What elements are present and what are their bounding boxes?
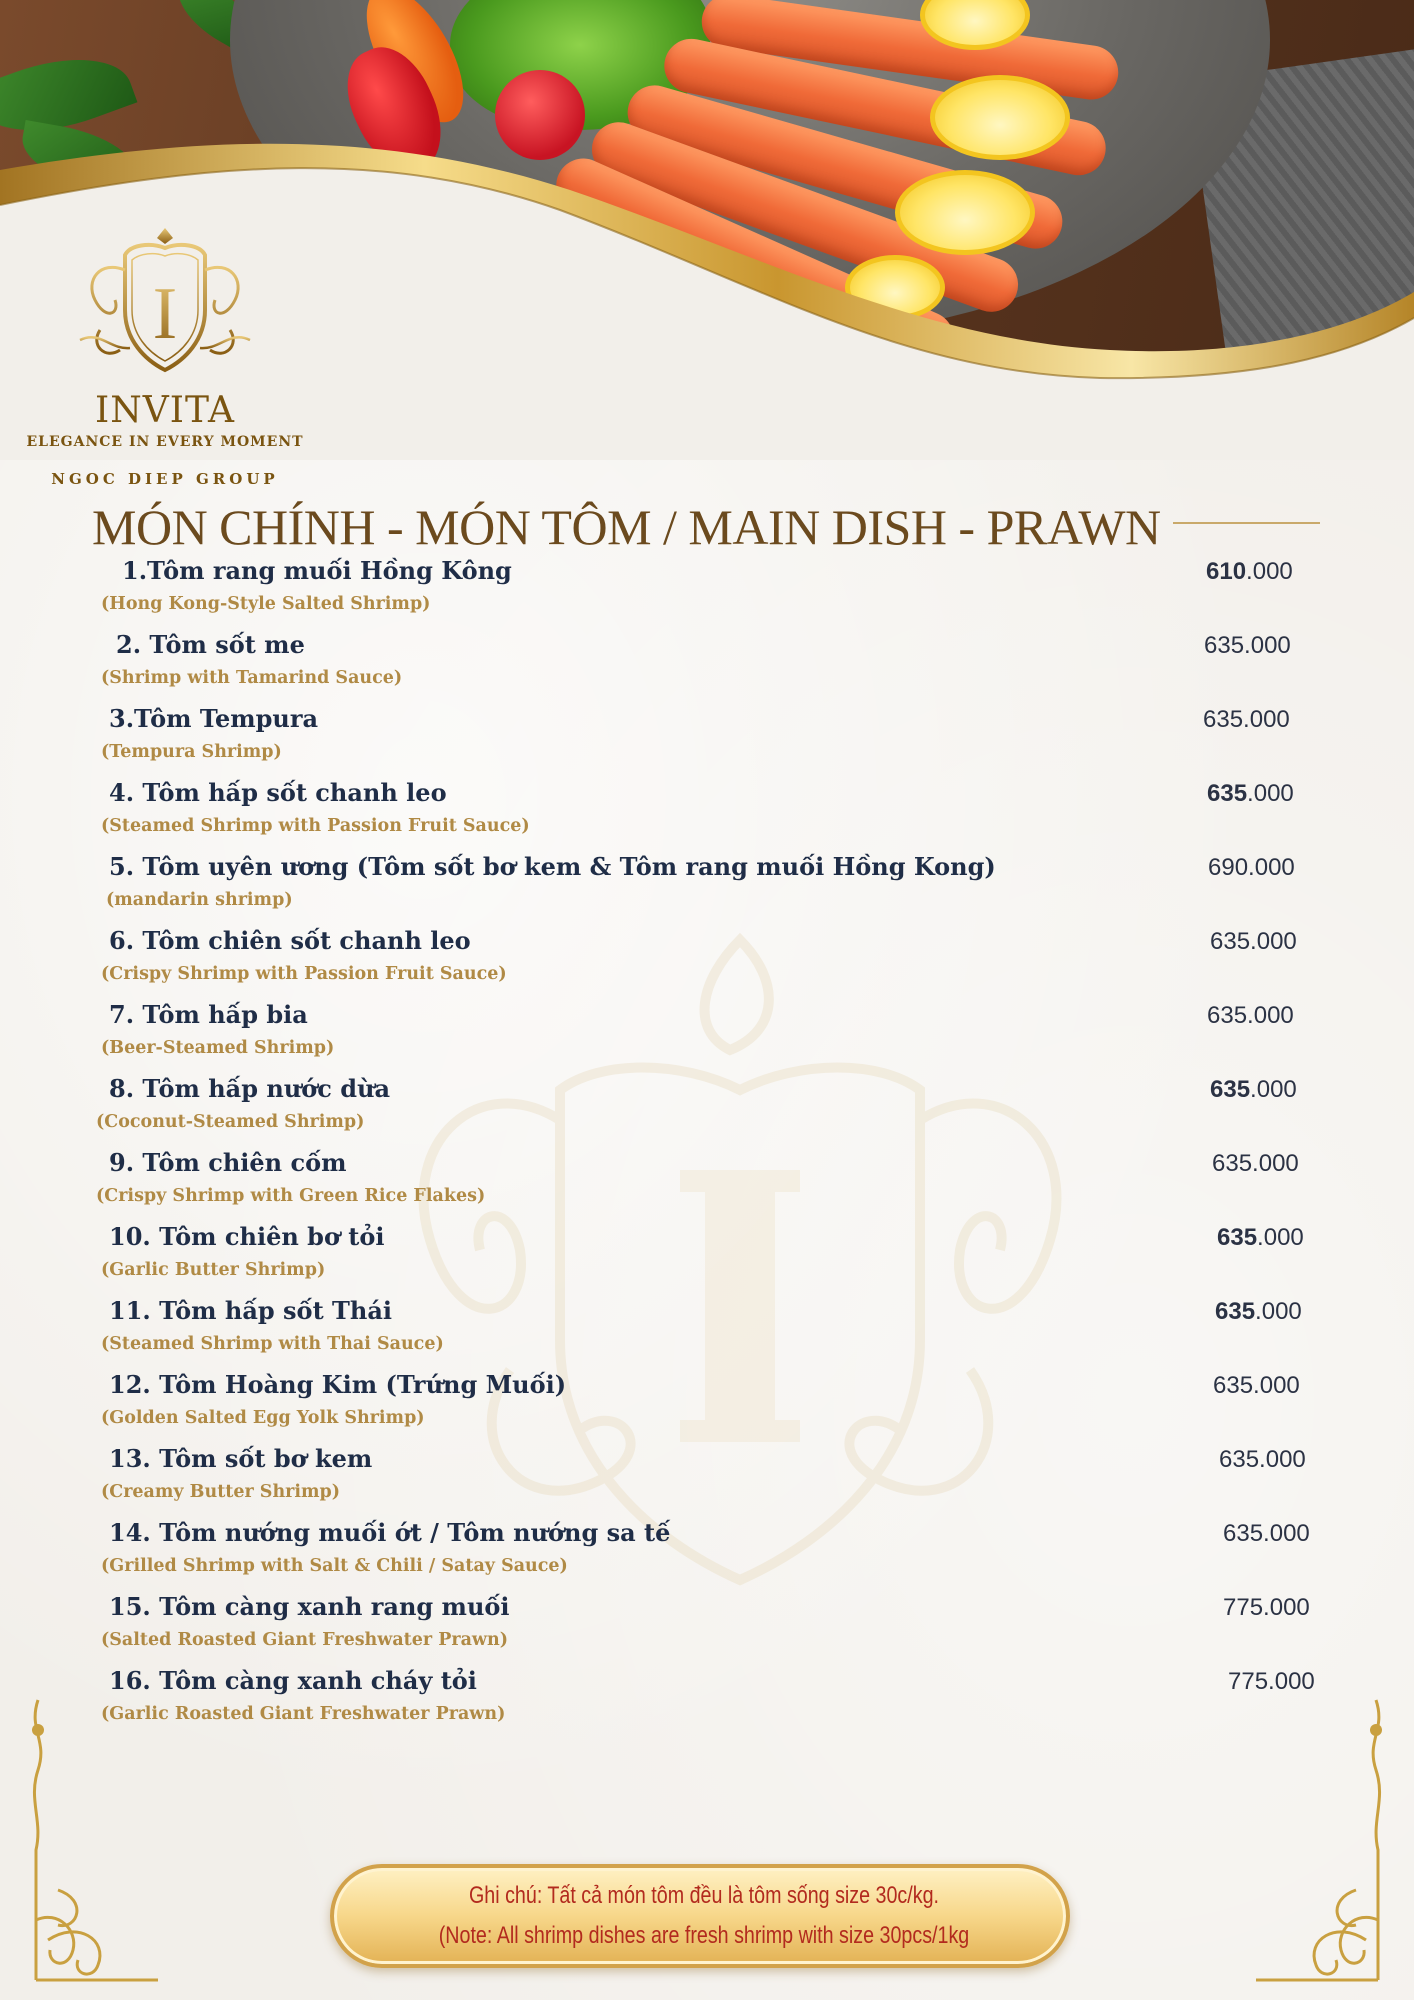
menu-item <box>0 1000 1414 1074</box>
menu-item-name: 10. Tôm chiên bơ tỏi <box>109 1222 385 1251</box>
menu-item-name: 4. Tôm hấp sốt chanh leo <box>109 778 447 807</box>
brand-tagline: ELEGANCE IN EVERY MOMENT <box>26 434 304 450</box>
menu-item <box>0 630 1414 704</box>
menu-item <box>0 926 1414 1000</box>
menu-item-subtitle: (Steamed Shrimp with Thai Sauce) <box>101 1334 444 1354</box>
menu-item-price: 635.000 <box>1210 928 1297 955</box>
menu-item-name: 1.Tôm rang muối Hồng Kông <box>122 556 512 585</box>
note-box <box>330 1864 1070 1968</box>
menu-item-subtitle: (mandarin shrimp) <box>106 890 293 910</box>
menu-item-subtitle: (Hong Kong-Style Salted Shrimp) <box>101 594 431 614</box>
menu-item <box>0 1074 1414 1148</box>
menu-item-name: 11. Tôm hấp sốt Thái <box>109 1296 392 1325</box>
menu-item-name: 15. Tôm càng xanh rang muối <box>109 1592 510 1621</box>
menu-item-price: 635.000 <box>1204 632 1291 659</box>
menu-item-subtitle: (Coconut-Steamed Shrimp) <box>96 1112 365 1132</box>
menu-item-price: 635.000 <box>1219 1446 1306 1473</box>
menu-item-price: 775.000 <box>1228 1668 1315 1695</box>
menu-item-subtitle: (Shrimp with Tamarind Sauce) <box>101 668 403 688</box>
menu-item-price: 610.000 <box>1206 558 1293 585</box>
menu-item-name: 14. Tôm nướng muối ớt / Tôm nướng sa tế <box>109 1518 671 1547</box>
menu-item-price: 635.000 <box>1212 1150 1299 1177</box>
menu-item-subtitle: (Creamy Butter Shrimp) <box>101 1482 341 1502</box>
menu-item-subtitle: (Crispy Shrimp with Green Rice Flakes) <box>96 1186 486 1206</box>
menu-item-price: 635.000 <box>1223 1520 1310 1547</box>
menu-item-subtitle: (Salted Roasted Giant Freshwater Prawn) <box>101 1630 509 1650</box>
menu-item <box>0 1148 1414 1222</box>
crest-emblem-icon <box>70 220 260 390</box>
note-line-english: (Note: All shrimp dishes are fresh shrimp with size 30pcs/1kg <box>438 1922 970 1949</box>
title-divider <box>1173 522 1320 524</box>
menu-item <box>0 1444 1414 1518</box>
page-title: MÓN CHÍNH - MÓN TÔM / MAIN DISH - PRAWN <box>92 499 1161 555</box>
menu-item <box>0 1592 1414 1666</box>
menu-item-name: 5. Tôm uyên ương (Tôm sốt bơ kem & Tôm rang muối Hồng Kong) <box>109 852 996 881</box>
menu-item-price: 690.000 <box>1208 854 1295 881</box>
menu-item-subtitle: (Garlic Butter Shrimp) <box>101 1260 326 1280</box>
menu-item-subtitle: (Golden Salted Egg Yolk Shrimp) <box>101 1408 425 1428</box>
menu-item-name: 13. Tôm sốt bơ kem <box>109 1444 373 1473</box>
menu-item-price: 635.000 <box>1210 1076 1297 1103</box>
brand-group: NGOC DIEP GROUP <box>51 470 279 488</box>
menu-item <box>0 1518 1414 1592</box>
menu-item-subtitle: (Steamed Shrimp with Passion Fruit Sauce) <box>101 816 530 836</box>
menu-item-subtitle: (Tempura Shrimp) <box>101 742 282 762</box>
menu-item-name: 16. Tôm càng xanh cháy tỏi <box>109 1666 477 1695</box>
corner-ornament-left-icon <box>18 1690 168 1990</box>
menu-item-subtitle: (Crispy Shrimp with Passion Fruit Sauce) <box>101 964 507 984</box>
menu-item <box>0 556 1414 630</box>
menu-item-price: 635.000 <box>1207 780 1294 807</box>
menu-item-name: 6. Tôm chiên sốt chanh leo <box>109 926 471 955</box>
menu-item <box>0 1370 1414 1444</box>
menu-item-subtitle: (Grilled Shrimp with Salt & Chili / Satay Sauce) <box>101 1556 568 1576</box>
crest-letter: I <box>152 273 178 355</box>
menu-item-price: 635.000 <box>1213 1372 1300 1399</box>
note-line-vietnamese: Ghi chú: Tất cả món tôm đều là tôm sống size 30c/kg. <box>468 1882 940 1909</box>
menu-item-name: 8. Tôm hấp nước dừa <box>109 1074 391 1103</box>
invita-logo <box>20 220 310 490</box>
menu-item-name: 2. Tôm sốt me <box>116 630 305 659</box>
menu-item <box>0 1222 1414 1296</box>
menu-item <box>0 852 1414 926</box>
menu-item <box>0 1296 1414 1370</box>
menu-item-price: 635.000 <box>1215 1298 1302 1325</box>
menu-item-price: 635.000 <box>1207 1002 1294 1029</box>
corner-ornament-right-icon <box>1246 1690 1396 1990</box>
brand-name: INVITA <box>95 390 235 431</box>
menu-item-name: 7. Tôm hấp bia <box>109 1000 308 1029</box>
menu-item-subtitle: (Garlic Roasted Giant Freshwater Prawn) <box>101 1704 506 1724</box>
menu-item <box>0 704 1414 778</box>
menu-item-price: 775.000 <box>1223 1594 1310 1621</box>
menu-item-price: 635.000 <box>1217 1224 1304 1251</box>
menu-item-price: 635.000 <box>1203 706 1290 733</box>
menu-item-name: 12. Tôm Hoàng Kim (Trứng Muối) <box>109 1370 567 1399</box>
menu-item-name: 9. Tôm chiên cốm <box>109 1148 347 1177</box>
menu-item <box>0 778 1414 852</box>
menu-item-name: 3.Tôm Tempura <box>109 704 319 733</box>
menu-item-subtitle: (Beer-Steamed Shrimp) <box>101 1038 335 1058</box>
menu-item <box>0 1666 1414 1740</box>
